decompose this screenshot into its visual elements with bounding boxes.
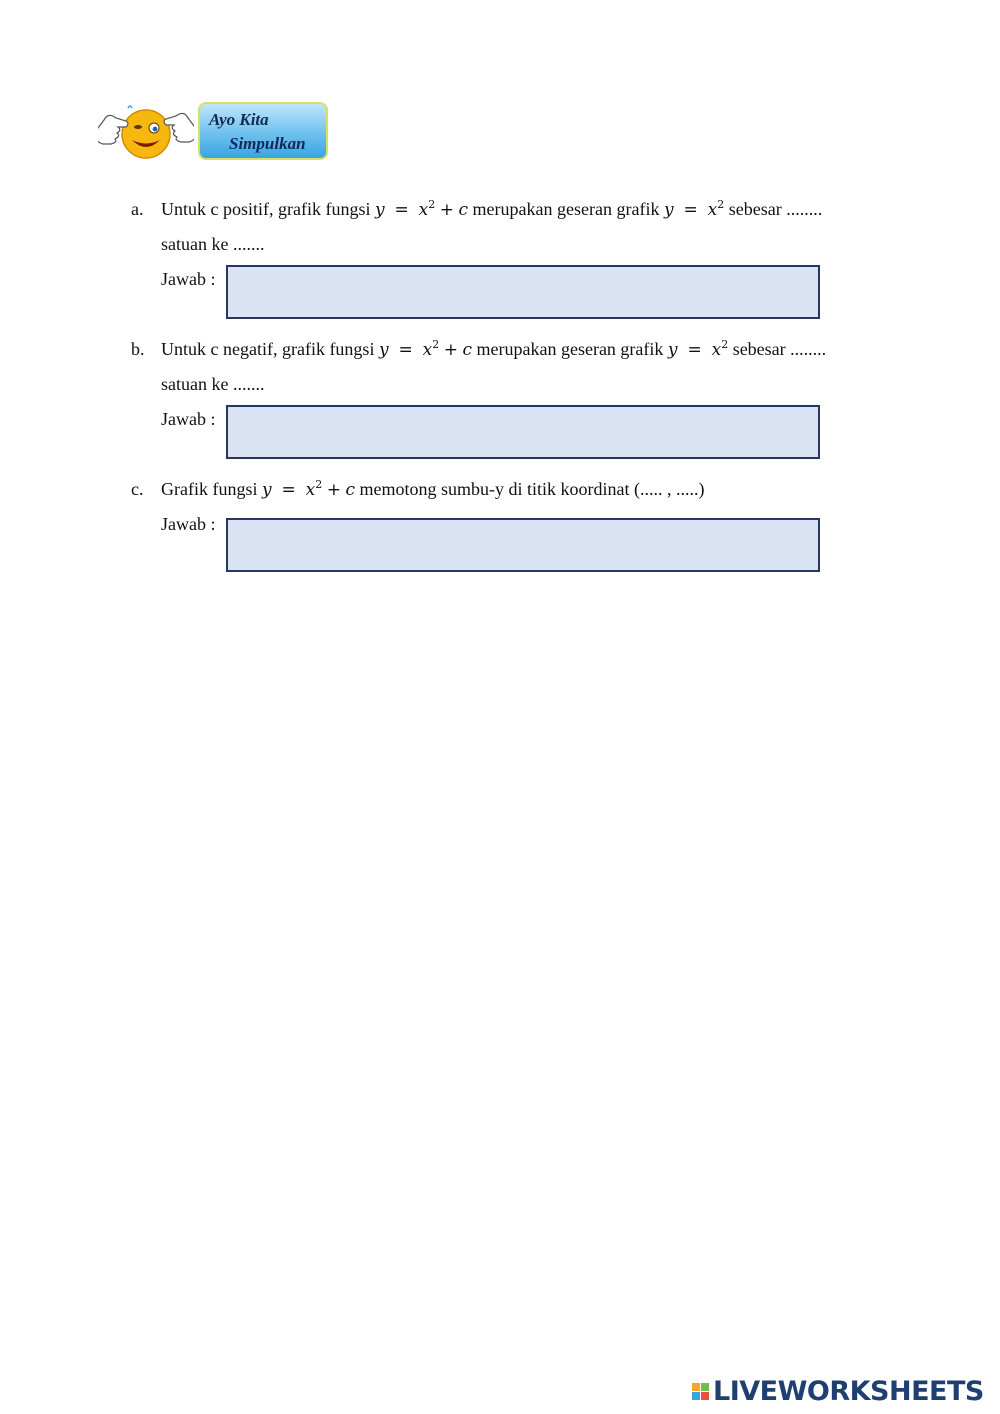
question-a-answer-field[interactable] (226, 265, 820, 319)
question-b-answer-field[interactable] (226, 405, 820, 459)
question-c-tail: memotong sumbu-y di titik koordinat (..... , .....) (359, 479, 705, 499)
question-b-letter: b. (131, 339, 145, 359)
question-b-text: Untuk c negatif, grafik fungsi $y = x^2 + c$ merupakan geseran grafik $y = x^2$ sebesar ........ (161, 338, 827, 360)
banner-title-line2: Simpulkan (229, 134, 306, 153)
question-b-tail: sebesar ........ (732, 339, 827, 359)
smiley-thumbs-up-icon (98, 100, 194, 164)
question-c-text: Grafik fungsi $y = x^2 + c$ memotong sumbu-y di titik koordinat (..... , .....) (161, 478, 705, 500)
question-b-answer-label: Jawab : (161, 409, 216, 429)
question-a-answer-label: Jawab : (161, 269, 216, 289)
question-b-continuation: satuan ke ....... (161, 374, 265, 394)
logo-blocks-icon (692, 1383, 709, 1400)
section-header (98, 100, 338, 164)
logo-block (701, 1392, 709, 1400)
question-a-lead: Untuk c positif, grafik fungsi (161, 199, 371, 219)
logo-block (701, 1383, 709, 1391)
question-a-letter: a. (131, 199, 144, 219)
question-c-answer-field[interactable] (226, 518, 820, 572)
logo-text: LIVEWORKSHEETS (713, 1375, 984, 1407)
question-a-continuation: satuan ke ....... (161, 234, 265, 254)
question-c-letter: c. (131, 479, 144, 499)
question-a-middle: merupakan geseran grafik (472, 199, 660, 219)
logo-block (692, 1383, 700, 1391)
banner-title-line1: Ayo Kita (209, 110, 269, 129)
question-b-middle: merupakan geseran grafik (476, 339, 664, 359)
question-c-lead: Grafik fungsi (161, 479, 258, 499)
question-a-text: Untuk c positif, grafik fungsi $y = x^2 + c$ merupakan geseran grafik $y = x^2$ sebesar ........ (161, 198, 823, 220)
section-banner (198, 102, 328, 160)
question-b-lead: Untuk c negatif, grafik fungsi (161, 339, 375, 359)
logo-block (692, 1392, 700, 1400)
question-a-tail: sebesar ........ (728, 199, 823, 219)
question-c-answer-label: Jawab : (161, 514, 216, 534)
liveworksheets-logo (692, 1376, 984, 1406)
